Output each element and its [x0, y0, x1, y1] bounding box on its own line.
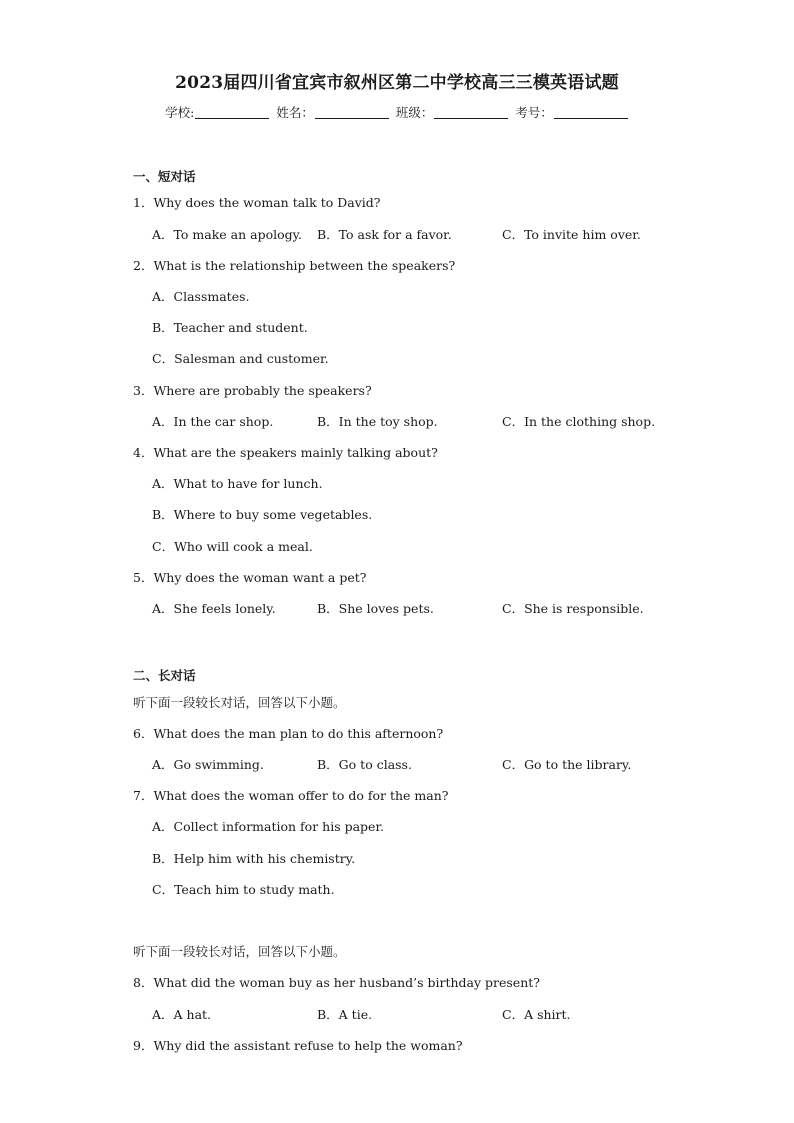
option-a: A．In the car shop. — [152, 414, 274, 429]
number-blank[interactable] — [554, 105, 628, 119]
name-label: 姓名： — [276, 105, 314, 120]
question-stem: 3．Where are probably the speakers? — [133, 383, 372, 398]
option-b: B．A tie. — [317, 1007, 373, 1022]
option-b: B．To ask for a favor. — [317, 227, 452, 242]
option-b: B．In the toy shop. — [317, 414, 438, 429]
option-c: C．Salesman and customer. — [152, 351, 329, 366]
question-stem: 9．Why did the assistant refuse to help the woman? — [133, 1038, 463, 1053]
option-c: C．Go to the library. — [502, 757, 632, 772]
number-label: 考号： — [515, 105, 553, 120]
question-stem: 7．What does the woman offer to do for the man? — [133, 788, 449, 803]
section-heading: 一、短对话 — [133, 169, 196, 184]
option-c: C．Teach him to study math. — [152, 882, 335, 897]
option-b: B．Teacher and student. — [152, 320, 308, 335]
option-b: B．Help him with his chemistry. — [152, 851, 356, 866]
question-stem: 4．What are the speakers mainly talking about? — [133, 445, 438, 460]
section-heading: 二、长对话 — [133, 668, 196, 683]
class-label: 班级： — [395, 105, 434, 120]
question-stem: 5．Why does the woman want a pet? — [133, 570, 367, 585]
option-a: A．Go swimming. — [152, 757, 264, 772]
option-c: C．To invite him over. — [502, 227, 641, 242]
name-blank[interactable] — [315, 105, 389, 119]
option-a: A．She feels lonely. — [152, 601, 276, 616]
exam-title: 2023届四川省宜宾市叙州区第二中学校高三三模英语试题 — [175, 73, 619, 93]
question-stem: 2．What is the relationship between the speakers? — [133, 258, 456, 273]
section-instruction: 听下面一段较长对话，回答以下小题。 — [133, 944, 346, 959]
option-b: B．Go to class. — [317, 757, 412, 772]
option-c: C．A shirt. — [502, 1007, 571, 1022]
option-b: B．She loves pets. — [317, 601, 434, 616]
option-a: A．Classmates. — [152, 289, 250, 304]
option-a: A．What to have for lunch. — [152, 476, 323, 491]
option-c: C．She is responsible. — [502, 601, 644, 616]
option-a: A．Collect information for his paper. — [152, 819, 385, 834]
student-info-row — [0, 103, 794, 121]
question-stem: 8．What did the woman buy as her husband’s birthday present? — [133, 975, 540, 990]
school-blank[interactable] — [195, 105, 269, 119]
option-c: C．Who will cook a meal. — [152, 539, 313, 554]
class-blank[interactable] — [434, 105, 508, 119]
question-stem: 6．What does the man plan to do this afternoon? — [133, 726, 444, 741]
option-a: A．To make an apology. — [152, 227, 303, 242]
question-stem: 1．Why does the woman talk to David? — [133, 195, 381, 210]
section-instruction: 听下面一段较长对话，回答以下小题。 — [133, 695, 346, 710]
option-a: A．A hat. — [152, 1007, 212, 1022]
school-label: 学校: — [165, 105, 195, 120]
option-b: B．Where to buy some vegetables. — [152, 507, 373, 522]
option-c: C．In the clothing shop. — [502, 414, 656, 429]
